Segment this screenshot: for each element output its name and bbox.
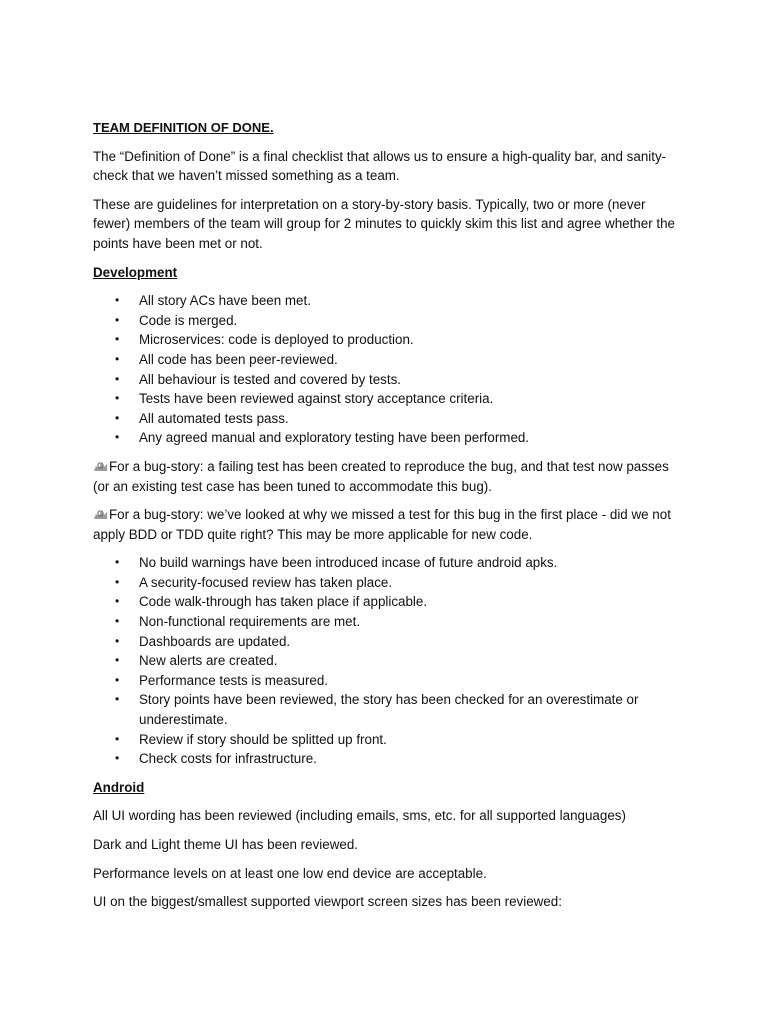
list-item: • All automated tests pass.: [93, 409, 683, 429]
bullet-icon: •: [115, 332, 120, 347]
bug-story-note: For a bug-story: a failing test has been created to reproduce the bug, and that test now passes (or an existing test case has been tuned to accommodate this bug).: [93, 458, 669, 494]
bug-note-icon: [93, 458, 108, 469]
bullet-icon: •: [115, 293, 120, 308]
document-title: TEAM DEFINITION OF DONE.: [93, 120, 274, 135]
bullet-icon: •: [115, 672, 120, 687]
document-page: [93, 118, 683, 921]
bullet-icon: •: [115, 391, 120, 406]
bug-story-note: For a bug-story: we’ve looked at why we missed a test for this bug in the first place - did we not apply BDD or TDD quite right? This may be more applicable for new code.: [93, 507, 671, 542]
list-item: • Microservices: code is deployed to production.: [93, 330, 683, 350]
development-checklist-extra: [93, 553, 683, 769]
bullet-icon: •: [115, 633, 120, 648]
list-item: • Code walk-through has taken place if applicable.: [93, 592, 683, 612]
list-item: • Performance tests is measured.: [93, 671, 683, 691]
section-heading-android: Android: [93, 779, 145, 795]
bullet-icon: •: [115, 555, 120, 570]
list-item: • A security-focused review has taken place.: [93, 573, 683, 593]
list-item: • Story points have been reviewed, the story has been checked for an overestimate or underestimate.: [115, 692, 639, 728]
intro-paragraph: These are guidelines for interpretation on a story-by-story basis. Typically, two or more (never fewer) members of the team will group for 2 minutes to quickly skim this list and agree whether the points have been met or not.: [93, 196, 675, 251]
bullet-icon: •: [115, 594, 120, 609]
android-line: All UI wording has been reviewed (including emails, sms, etc. for all supported languages): [93, 808, 626, 824]
android-line: UI on the biggest/smallest supported viewport screen sizes has been reviewed:: [93, 894, 562, 910]
bullet-icon: •: [115, 692, 120, 707]
development-checklist: [93, 291, 683, 448]
intro-paragraph: The “Definition of Done” is a final checklist that allows us to ensure a high-quality bar, and sanity-check that we haven’t missed something as a team.: [93, 148, 667, 184]
list-item: • Code is merged.: [93, 311, 683, 331]
bullet-icon: •: [115, 410, 120, 425]
bug-note-icon: [93, 506, 108, 517]
list-item: • All story ACs have been met.: [93, 291, 683, 311]
android-line: Dark and Light theme UI has been reviewed.: [93, 837, 358, 852]
section-heading-development: Development: [93, 264, 178, 280]
bullet-icon: •: [115, 574, 120, 589]
list-item: • All code has been peer-reviewed.: [93, 350, 683, 370]
list-item: • Review if story should be splitted up front.: [93, 730, 683, 750]
bullet-icon: •: [115, 351, 120, 366]
bullet-icon: •: [115, 731, 120, 746]
bullet-icon: •: [115, 751, 120, 766]
list-item: • No build warnings have been introduced incase of future android apks.: [93, 553, 683, 573]
list-item: • Dashboards are updated.: [93, 632, 683, 652]
bullet-icon: •: [115, 614, 120, 629]
list-item: • Any agreed manual and exploratory testing have been performed.: [93, 428, 683, 448]
list-item: • All behaviour is tested and covered by tests.: [93, 370, 683, 390]
list-item: • Tests have been reviewed against story acceptance criteria.: [93, 389, 683, 409]
bullet-icon: •: [115, 312, 120, 327]
list-item: • Check costs for infrastructure.: [93, 749, 683, 769]
bullet-icon: •: [115, 430, 120, 445]
bullet-icon: •: [115, 371, 120, 386]
android-line: Performance levels on at least one low end device are acceptable.: [93, 865, 487, 881]
list-item: • Non-functional requirements are met.: [93, 612, 683, 632]
bullet-icon: •: [115, 653, 120, 668]
list-item: • New alerts are created.: [93, 651, 683, 671]
